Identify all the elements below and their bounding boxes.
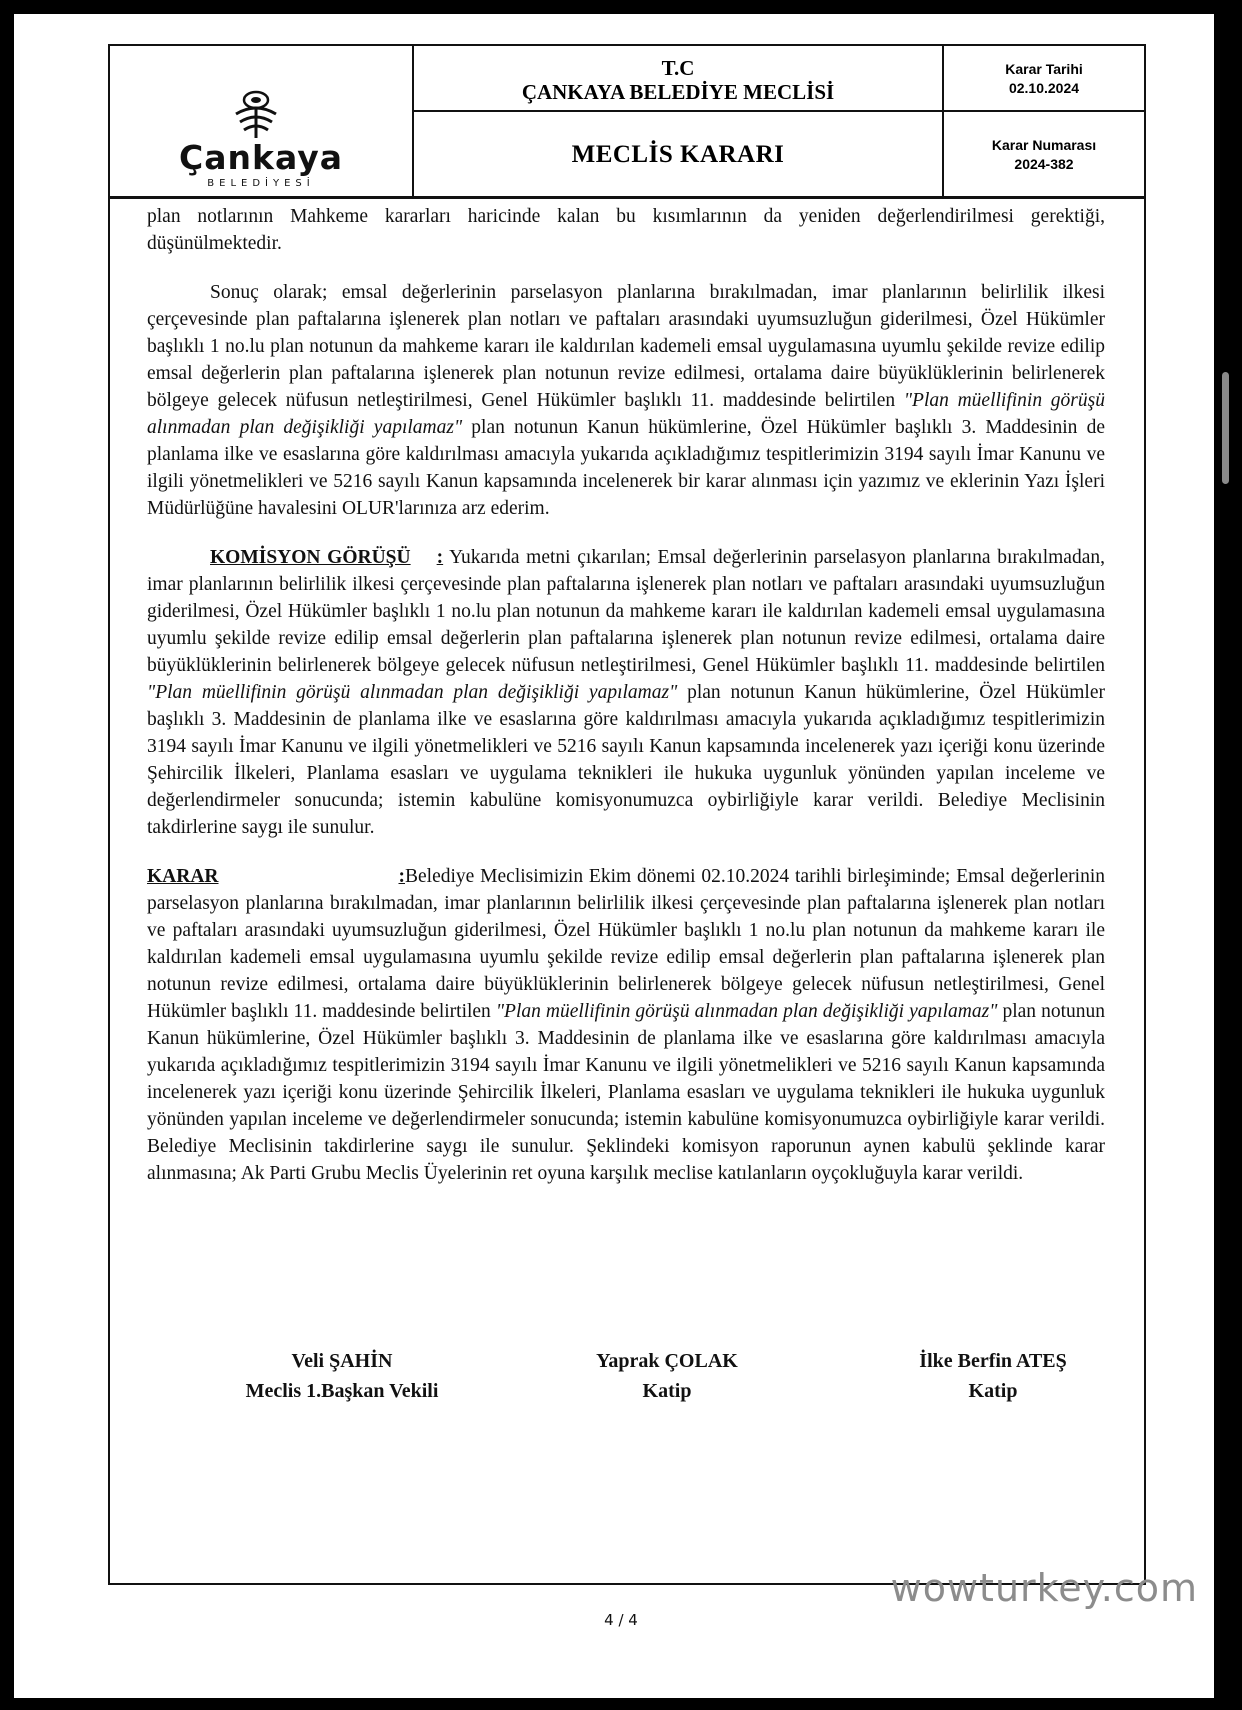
commission-text-b: plan notunun Kanun hükümlerine, Özel Hükümler başlıklı 3. Maddesinin de planlama ilke ve esaslarına göre kaldırılması amacıyla yukarıda açıkladığımız tespitlerimizin 3194 sayılı İmar Kanunu ve ilgili yönetmelikleri ve 5216 sayılı Kanun kapsamında incelenerek yazı içeriği konu üzerinde Şehircilik İlkeleri, Planlama esasları ve uygulama teknikleri ile hukuka uygunluk yönünden yapılan inceleme ve değerlendirmeler sonucunda; istemin kabulüne komisyonumuzca oybirliğiyle karar verildi. Belediye Meclisinin takdirlerine saygı ile sunulur. (147, 682, 1105, 838)
logo-subtitle: BELEDİYESİ (207, 178, 315, 189)
page-indicator: 4 / 4 (604, 1611, 638, 1629)
council-title-block (414, 46, 942, 112)
decision-text-a: Belediye Meclisimizin Ekim dönemi 02.10.2024 tarihli birleşiminde; Emsal değerlerinin parselasyon planlarına bırakılmadan, imar planlarının belirlilik ilkesi çerçevesinde plan paftalarına işlenerek plan notları ve paftaları arasındaki uyumsuzluğun giderilmesi, Özel Hükümler başlıklı 1 no.lu plan notunun da mahkeme kararı ile kaldırılan kademeli emsal uygulamasına uyumlu şekilde revize edilip emsal değerlerin plan paftalarına işlenerek plan notunun revize edilmesi, ortalama daire büyüklüklerinin belirlenerek bölgeye gelecek nüfusun netleştirilmesi, Genel Hükümler başlıklı 11. maddesinde belirtilen (147, 866, 1105, 1022)
signatory-title: Meclis 1.Başkan Vekili (245, 1380, 439, 1402)
council-name: ÇANKAYA BELEDİYE MECLİSİ (521, 80, 835, 104)
signatory-name: Yaprak ÇOLAK (596, 1350, 738, 1372)
vertical-scrollbar[interactable] (1222, 372, 1229, 484)
decision-number-block (944, 112, 1144, 197)
title-cell (414, 46, 944, 196)
decision-number-value: 2024-382 (1014, 156, 1074, 172)
decision-text-b: plan notunun Kanun hükümlerine, Özel Hükümler başlıklı 3. Maddesinin de planlama ilke ve esaslarına göre kaldırılması amacıyla yukarıda açıkladığımız tespitlerimizin 3194 sayılı İmar Kanunu ve ilgili yönetmelikleri ve 5216 sayılı Kanun kapsamında incelenerek yazı içeriği konu üzerinde Şehircilik İlkeleri, Planlama esasları ve uygulama teknikleri ile hukuka uygunluk yönünden yapılan inceleme ve değerlendirmeler sonucunda; istemin kabulüne komisyonumuzca oybirliğiyle karar verildi. Belediye Meclisinin takdirlerine saygı ile sunulur. Şeklindeki komisyon raporunun aynen kabulü şeklinde karar alınmasına; Ak Parti Grubu Meclis Üyelerinin ret oyuna karşılık meclise katılanların oyçokluğuyla karar verildi. (147, 1001, 1105, 1184)
decision-colon: : (398, 866, 405, 887)
conclusion-text-a: Sonuç olarak; emsal değerlerinin parselasyon planlarına bırakılmadan, imar planlarının belirlilik ilkesi çerçevesinde plan paftalarına işlenerek plan notları ve paftaları arasındaki uyumsuzluğun giderilmesi, Özel Hükümler başlıklı 1 no.lu plan notunun da mahkeme kararı ile kaldırılan kademeli emsal uygulamasına uyumlu şekilde revize edilip emsal değerlerin plan paftalarına işlenerek plan notunun revize edilmesi, ortalama daire büyüklüklerinin belirlenerek bölgeye gelecek nüfusun netleştirilmesi, Genel Hükümler başlıklı 11. maddesinde belirtilen (147, 282, 1105, 411)
commission-text-a: Yukarıda metni çıkarılan; Emsal değerlerinin parselasyon planlarına bırakılmadan, imar planlarının belirlilik ilkesi çerçevesinde plan paftalarına işlenerek plan notları ve paftaları arasındaki uyumsuzluğun giderilmesi, Özel Hükümler başlıklı 1 no.lu plan notunun da mahkeme kararı ile kaldırılan kademeli emsal uygulamasına uyumlu şekilde revize edilip emsal değerlerin plan paftalarına işlenerek plan notunun revize edilmesi, ortalama daire büyüklüklerinin belirlenerek bölgeye gelecek nüfusun netleştirilmesi, Genel Hükümler başlıklı 11. maddesinde belirtilen (147, 547, 1105, 676)
meta-cell (944, 46, 1144, 196)
commission-paragraph (147, 544, 1105, 841)
document-type: MECLİS KARARI (571, 141, 785, 168)
conclusion-text-b: plan notunun Kanun hükümlerine, Özel Hükümler başlıklı 3. Maddesinin de planlama ilke ve esaslarına göre kaldırılması amacıyla yukarıda açıkladığımız tespitlerimizin 3194 sayılı İmar Kanunu ve ilgili yönetmelikleri ve 5216 sayılı Kanun kapsamında incelenerek bir karar alınması için yazımız ve eklerinin Yazı İşleri Müdürlüğüne havalesini OLUR'larınıza arz ederim. (147, 417, 1105, 519)
document-body (147, 203, 1105, 1187)
decision-date-block (944, 46, 1144, 112)
commission-quote: "Plan müellifinin görüşü alınmadan plan değişikliği yapılamaz" (147, 682, 678, 703)
logo-text: Çankaya (179, 138, 343, 177)
decision-date-value: 02.10.2024 (1008, 80, 1080, 96)
conclusion-paragraph (147, 279, 1105, 522)
signature-block (507, 1346, 827, 1406)
decision-date-label: Karar Tarihi (1005, 61, 1083, 77)
decision-number-label: Karar Numarası (991, 137, 1097, 153)
commission-colon: : (436, 547, 444, 568)
signature-block (833, 1346, 1153, 1406)
decision-paragraph (147, 863, 1105, 1187)
signatory-title: Katip (968, 1380, 1018, 1402)
signatory-name: İlke Berfin ATEŞ (919, 1350, 1067, 1372)
conclusion-quote: "Plan müellifinin görüşü alınmadan plan değişikliği yapılamaz" (147, 390, 1105, 438)
signatory-title: Katip (642, 1380, 692, 1402)
intro-paragraph: plan notlarının Mahkeme kararları haricinde kalan bu kısımlarının da yeniden değerlendirilmesi gerektiği, düşünülmektedir. (147, 206, 1105, 254)
tc-label: T.C (661, 56, 695, 80)
logo-cell (110, 46, 414, 196)
decision-quote: "Plan müellifinin görüşü alınmadan plan değişikliği yapılamaz" (495, 1001, 998, 1022)
cankaya-emblem-icon (228, 84, 284, 140)
document-header (108, 44, 1146, 199)
watermark: wowturkey.com (890, 1566, 1198, 1610)
signatory-name: Veli ŞAHİN (291, 1350, 393, 1372)
commission-label: KOMİSYON GÖRÜŞÜ (210, 547, 411, 568)
decision-label: KARAR (147, 866, 219, 887)
signature-block (182, 1346, 502, 1406)
